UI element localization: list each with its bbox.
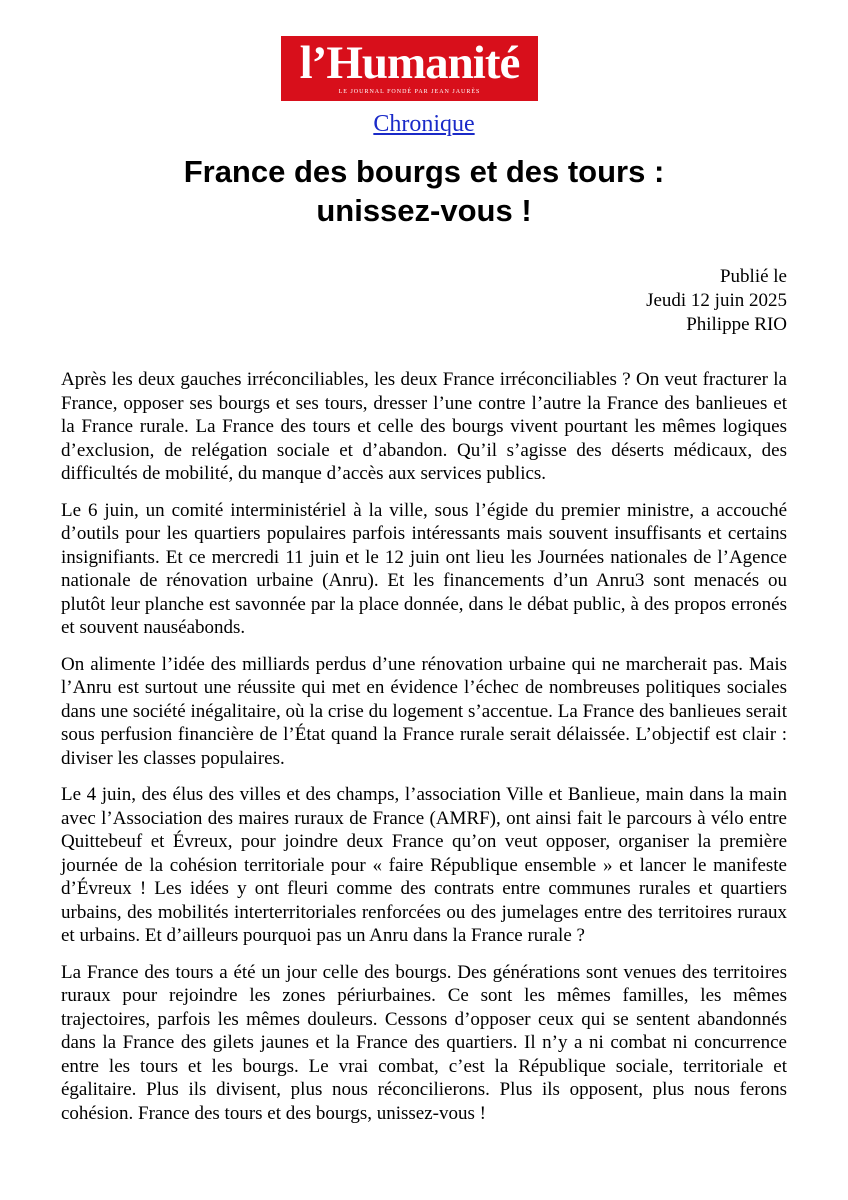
paragraph: Après les deux gauches irréconciliables, les deux France irréconciliables ? On veut fracturer la France, opposer ses bourgs et ses tours, dresser l’une contre l’autre la France des banlieues et la France rurale. La France des tours et celle des bourgs vivent pourtant les mêmes logiques d’exclusion, de relégation sociale et d’abandon. Qu’il s’agisse des déserts médicaux, des difficultés de mobilité, du manque d’accès aux services publics. <box>61 369 787 484</box>
paragraph: Le 4 juin, des élus des villes et des champs, l’association Ville et Banlieue, main dans la main avec l’Association des maires ruraux de France (AMRF), ont ainsi fait le parcours à vélo entre Quittebeuf et Évreux, pour joindre deux France qu’on veut opposer, organiser la première journée de la cohésion territoriale pour « faire République ensemble » et lancer le manifeste d’Évreux ! Les idées y ont fleuri comme des contrats entre communes rurales et quartiers urbains, des mobilités interterritoriales renforcées ou des jumelages entre des territoires ruraux et urbains. Et d’ailleurs pourquoi pas un Anru dans la France rurale ? <box>61 784 787 946</box>
newspaper-logo <box>281 36 538 101</box>
publish-date: Jeudi 12 juin 2025 <box>646 290 787 311</box>
paragraph: On alimente l’idée des milliards perdus d’une rénovation urbaine qui ne marcherait pas. Mais l’Anru est surtout une réussite qui met en évidence l’échec de nombreuses politiques sociales dans une société inégalitaire, où la crise du logement s’accentue. La France des banlieues serait sous perfusion financière de l’État quand la France rurale serait délaissée. L’objectif est clair : diviser les classes populaires. <box>61 653 787 769</box>
section-link[interactable]: Chronique <box>373 111 475 137</box>
author-name: Philippe RIO <box>686 314 787 335</box>
logo-tagline: LE JOURNAL FONDÉ PAR JEAN JAURÈS <box>338 89 481 95</box>
published-label: Publié le <box>719 266 787 287</box>
title-line: unissez-vous ! <box>316 193 532 228</box>
paragraph: Le 6 juin, un comité interministériel à la ville, sous l’égide du premier ministre, a accouché d’outils pour les quartiers populaires parfois intéressants mais souvent insuffisants et certains insignifiants. Et ce mercredi 11 juin et le 12 juin ont lieu les Journées nationales de l’Agence nationale de rénovation urbaine (Anru). Et les financements d’un Anru3 sont menacés ou plutôt leur planche est savonnée par la place donnée, dans le débat public, à des propos erronés et souvent nauséabonds. <box>61 499 787 638</box>
logo-name: l’Humanité <box>299 37 520 89</box>
article-body <box>61 368 787 1138</box>
byline <box>646 265 787 337</box>
title-line: France des bourgs et des tours : <box>183 154 665 189</box>
paragraph: La France des tours a été un jour celle des bourgs. Des générations sont venues des territoires ruraux pour rejoindre les zones périurbaines. Ce sont les mêmes familles, les mêmes trajectoires, parfois les mêmes douleurs. Cessons d’opposer ceux qui se sentent abandonnés dans la France des gilets jaunes et la France des quartiers. Il n’y a ni combat ni concurrence entre les tours et les bourgs. Le vrai combat, c’est la République sociale, territoriale et égalitaire. Plus ils divisent, plus nous réconcilierons. Plus ils opposent, plus nous ferons cohésion. France des tours et des bourgs, unissez-vous ! <box>61 961 787 1124</box>
article-title <box>60 152 788 230</box>
